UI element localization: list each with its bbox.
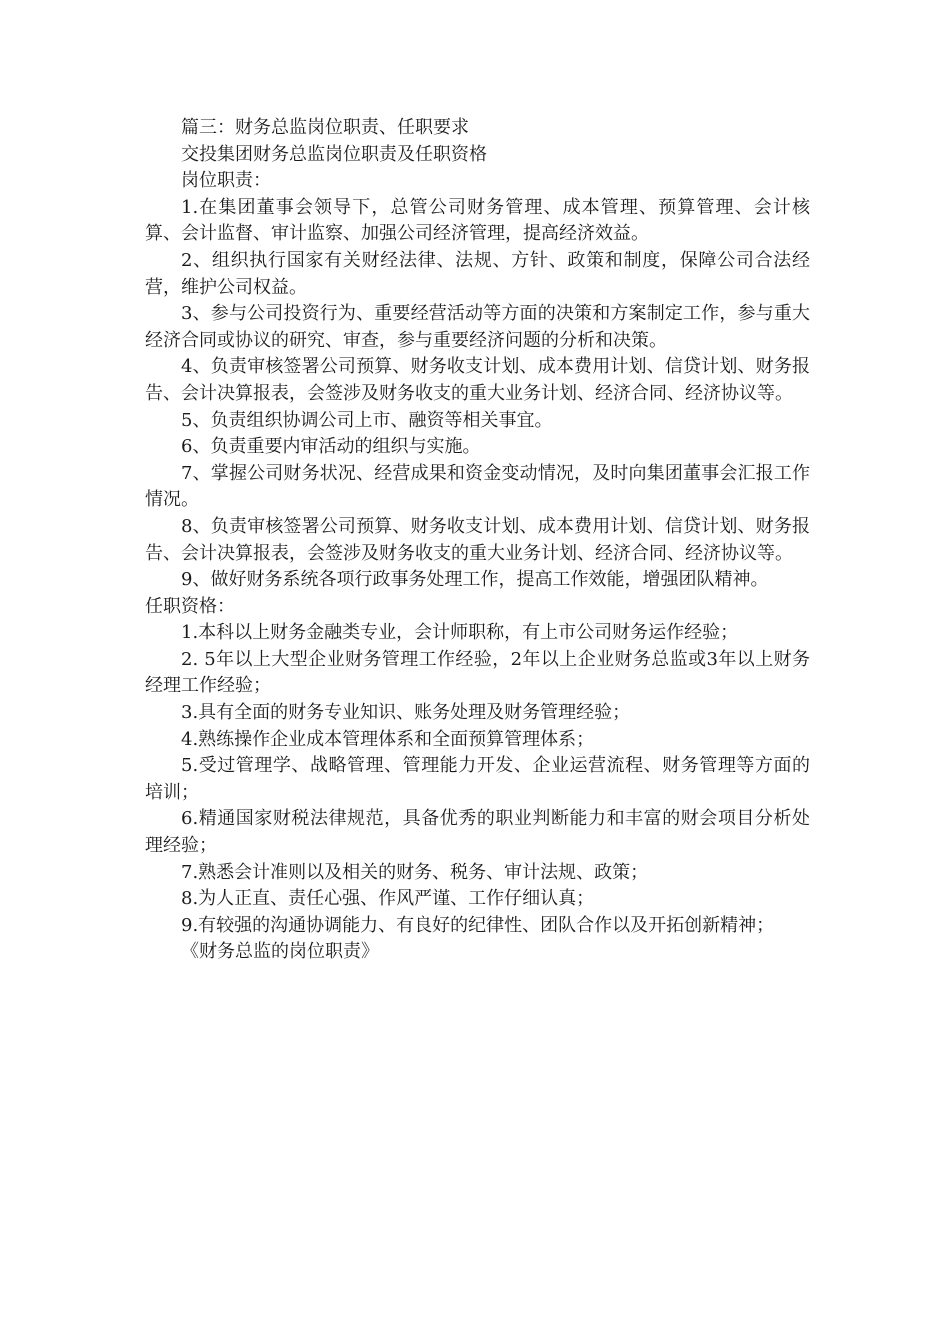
qualification-item-2: 2. 5年以上大型企业财务管理工作经验，2年以上企业财务总监或3年以上财务经理工作经验； bbox=[145, 648, 810, 697]
duty-item-8: 8、负责审核签署公司预算、财务收支计划、成本费用计划、信贷计划、财务报告、会计决算报表，会签涉及财务收支的重大业务计划、经济合同、经济协议等。 bbox=[145, 515, 810, 564]
duty-item-6: 6、负责重要内审活动的组织与实施。 bbox=[181, 436, 481, 458]
duty-item-4: 4、负责审核签署公司预算、财务收支计划、成本费用计划、信贷计划、财务报告、会计决算报表，会签涉及财务收支的重大业务计划、经济合同、经济协议等。 bbox=[145, 356, 810, 404]
qualification-item-6: 6.精通国家财税法律规范，具备优秀的职业判断能力和丰富的财会项目分析处理经验； bbox=[145, 808, 810, 857]
duties-heading: 岗位职责： bbox=[181, 170, 271, 192]
qualification-item-8: 8.为人正直、责任心强、作风严谨、工作仔细认真； bbox=[181, 888, 595, 910]
duty-item-2: 2、组织执行国家有关财经法律、法规、方针、政策和制度，保障公司合法经营，维护公司权益。 bbox=[145, 249, 810, 298]
qualification-item-7: 7.熟悉会计准则以及相关的财务、税务、审计法规、政策； bbox=[181, 861, 649, 883]
document-body bbox=[145, 115, 810, 966]
qualification-item-9: 9.有较强的沟通协调能力、有良好的纪律性、团队合作以及开拓创新精神； bbox=[181, 914, 775, 936]
duty-item-9: 9、做好财务系统各项行政事务处理工作，提高工作效能，增强团队精神。 bbox=[181, 569, 769, 591]
qualifications-heading: 任职资格： bbox=[145, 595, 235, 617]
duty-item-5: 5、负责组织协调公司上市、融资等相关事宜。 bbox=[181, 409, 553, 431]
qualification-item-4: 4.熟练操作企业成本管理体系和全面预算管理体系； bbox=[181, 728, 595, 750]
qualification-item-3: 3.具有全面的财务专业知识、账务处理及财务管理经验； bbox=[181, 702, 631, 724]
qualification-item-1: 1.本科以上财务金融类专业，会计师职称，有上市公司财务运作经验； bbox=[181, 622, 739, 644]
section-title: 篇三：财务总监岗位职责、任职要求 bbox=[181, 117, 469, 138]
document-footer-title: 《财务总监的岗位职责》 bbox=[181, 941, 379, 963]
qualification-item-5: 5.受过管理学、战略管理、管理能力开发、企业运营流程、财务管理等方面的培训； bbox=[145, 755, 810, 803]
duty-item-1: 1.在集团董事会领导下，总管公司财务管理、成本管理、预算管理、会计核算、会计监督、审计监察、加强公司经济管理，提高经济效益。 bbox=[145, 196, 810, 245]
duty-item-7: 7、掌握公司财务状况、经营成果和资金变动情况，及时向集团董事会汇报工作情况。 bbox=[145, 462, 810, 511]
document-subtitle: 交投集团财务总监岗位职责及任职资格 bbox=[181, 143, 487, 165]
duty-item-3: 3、参与公司投资行为、重要经营活动等方面的决策和方案制定工作，参与重大经济合同或协议的研究、审查，参与重要经济问题的分析和决策。 bbox=[145, 303, 810, 351]
